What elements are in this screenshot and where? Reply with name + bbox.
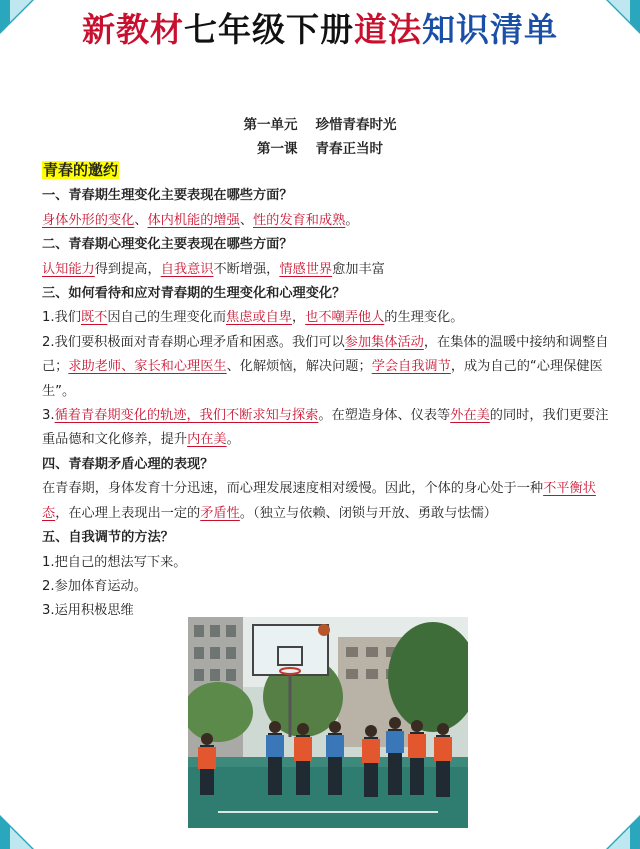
answer-2-text-1: 得到提高， (94, 261, 161, 277)
answer-2-text-3: 愈加丰富 (332, 261, 385, 277)
question-3: 三、如何看待和应对青春期的生理变化和心理变化？ (42, 286, 346, 302)
lesson-heading (0, 137, 640, 157)
a3p2-text-3: ，成为自己的“心理保健医生”。 (42, 359, 603, 399)
a3p1-text-2: ， (291, 310, 306, 326)
answer-1-point-1: 身体外形的变化 (42, 212, 135, 228)
a4-key-2: 矛盾性 (200, 505, 240, 521)
unit-heading (0, 113, 640, 133)
unit-number: 第一单元 (243, 117, 298, 133)
section-heading: 青春的邀约 (43, 161, 119, 179)
corner-decoration-bottom-right-light (608, 827, 630, 849)
a3p1-text-0: 1.我们 (42, 310, 81, 326)
section-heading-line (42, 158, 617, 184)
a3p3-text-2: 的同时，我们更要注重品德和文化修养，提升 (42, 408, 609, 448)
a3p2-key-2: 求助老师、家长和心理医生 (68, 359, 227, 375)
a3p2-text-2: 、化解烦恼，解决问题； (226, 359, 372, 375)
answer-1 (42, 209, 617, 233)
a3p2-text-1: ，在集体的温暖中接纳和调整自己； (42, 334, 609, 375)
a3p1-text-1: 因自己的生理变化而 (107, 310, 227, 326)
a4-text-2: 。（独立与依赖、闭锁与开放、勇敢与怯懦） (239, 505, 497, 521)
title-part-3: 道法 (354, 10, 422, 49)
answer-5-item-3: 3.运用积极思维 (42, 603, 134, 619)
a3p1-text-3: 的生理变化。 (384, 310, 464, 326)
answer-2-key-2: 自我意识 (160, 261, 214, 277)
unit-name: 珍惜青春时光 (315, 117, 397, 133)
answer-1-separator-2: 、 (239, 212, 253, 228)
basketball-photo (188, 617, 468, 828)
a3p3-text-3: 。 (226, 432, 240, 448)
answer-2-text-2: 不断增强， (213, 261, 280, 277)
a3p1-key-3: 也不嘲弄他人 (305, 310, 385, 326)
question-4: 四、青春期矛盾心理的表现？ (42, 456, 214, 472)
question-2: 二、青春期心理变化主要表现在哪些方面？ (42, 237, 293, 253)
notes-body (42, 158, 617, 624)
a3p3-text-1: 。在塑造身体、仪表等 (318, 408, 451, 424)
answer-5-item-1: 1.把自己的想法写下来。 (42, 554, 187, 570)
title-part-2: 七年级下册 (184, 10, 354, 49)
a3p3-key-3: 内在美 (187, 432, 227, 448)
answer-2 (42, 258, 617, 282)
answer-1-point-3: 性的发育和成熟 (253, 212, 346, 228)
answer-1-separator-1: 、 (134, 212, 148, 228)
a4-key-1: 不平衡状态 (42, 481, 596, 521)
answer-2-key-3: 情感世界 (279, 261, 333, 277)
title-part-1: 新教材 (82, 10, 184, 49)
page-title (0, 4, 640, 51)
a3p1-key-2: 焦虑或自卑 (226, 310, 292, 326)
a3p3-key-1: 循着青春期变化的轨迹，我们不断求知与探索 (54, 408, 319, 424)
answer-4 (42, 477, 617, 526)
answer-2-key-1: 认知能力 (42, 261, 95, 277)
a4-text-0: 在青春期，身体发育十分迅速，而心理发展速度相对缓慢。因此，个体的身心处于一种 (42, 481, 544, 497)
lesson-name: 青春正当时 (315, 141, 383, 157)
answer-3-paragraph-3 (42, 404, 617, 453)
a3p3-text-0: 3. (42, 408, 55, 424)
a3p2-key-1: 参加集体活动 (344, 334, 424, 350)
a3p1-key-1: 既不 (80, 310, 108, 326)
a3p2-key-3: 学会自我调节 (371, 359, 451, 375)
answer-1-point-2: 体内机能的增强 (147, 212, 240, 228)
answer-3-paragraph-1 (42, 306, 617, 330)
corner-decoration-bottom-left-light (10, 827, 32, 849)
question-5: 五、自我调节的方法？ (42, 530, 174, 546)
a4-text-1: ，在心理上表现出一定的 (55, 505, 201, 521)
title-part-4: 知识清单 (422, 10, 558, 49)
answer-3-paragraph-2 (42, 331, 617, 404)
a3p2-text-0: 2.我们要积极面对青春期心理矛盾和困惑。我们可以 (42, 334, 345, 350)
answer-1-end: 。 (345, 212, 359, 228)
lesson-number: 第一课 (257, 141, 298, 157)
answer-5-item-2: 2.参加体育运动。 (42, 578, 147, 594)
a3p3-key-2: 外在美 (450, 408, 490, 424)
question-1: 一、青春期生理变化主要表现在哪些方面？ (42, 188, 293, 204)
